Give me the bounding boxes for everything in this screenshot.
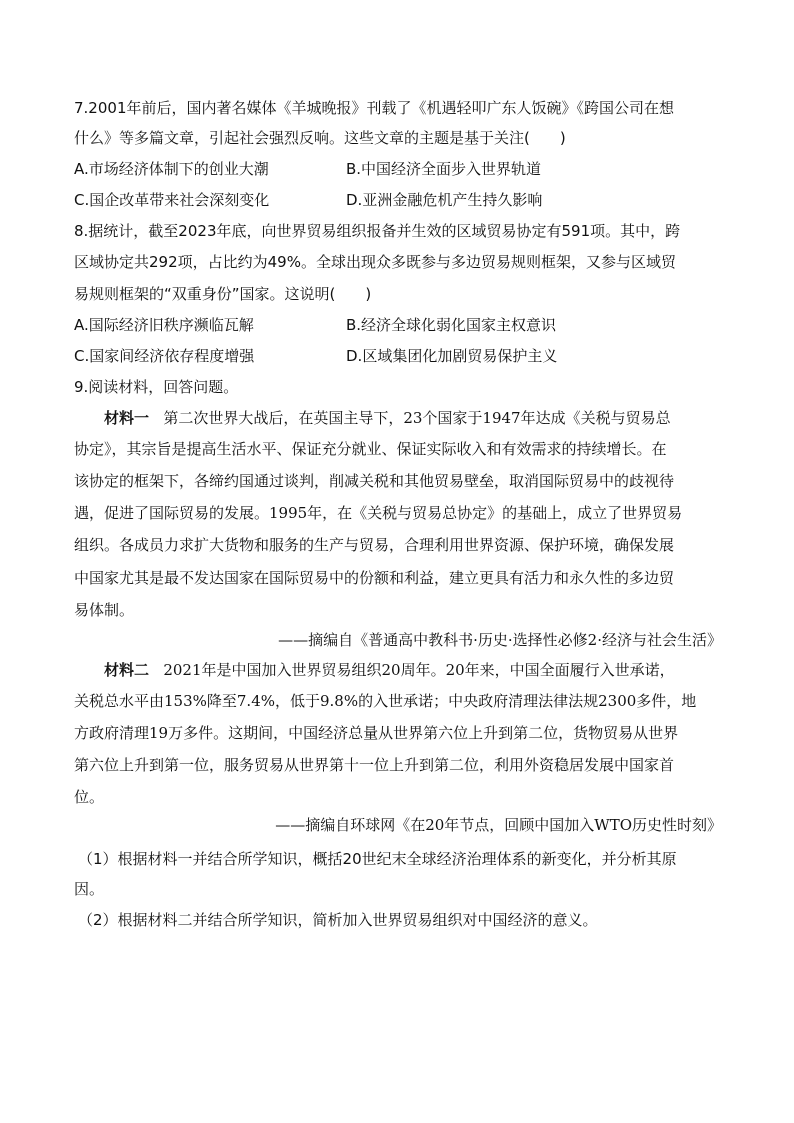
- material1-line-1: [104, 408, 671, 428]
- material1-line-3: 该协定的框架下，各缔约国通过谈判，削减关税和其他贸易壁垒，取消国际贸易中的歧视待: [74, 472, 675, 490]
- material2-label: 材料二: [104, 661, 150, 679]
- material2-line-3: 方政府清理19万多件。这期间，中国经济总量从世界第六位上升到第二位，货物贸易从世界: [74, 724, 679, 742]
- q9-sub1-line-2: 因。: [74, 880, 105, 898]
- q8-option-a: A.国际经济旧秩序濒临瓦解: [74, 316, 254, 334]
- q7-option-c: C.国企改革带来社会深刻变化: [74, 191, 270, 209]
- material2-line-5: 位。: [74, 788, 105, 806]
- material1-line-7: 易体制。: [74, 601, 135, 619]
- q9-sub1-line-1: （1）根据材料一并结合所学知识，概括20世纪末全球经济治理体系的新变化，并分析其原: [78, 850, 677, 868]
- q7-option-b: B.中国经济全面步入世界轨道: [346, 160, 542, 178]
- material1-text-1: 第二次世界大战后，在英国主导下，23个国家于1947年达成《关税与贸易总: [163, 409, 671, 427]
- material2-line-2: 关税总水平由153%降至7.4%，低于9.8%的入世承诺；中央政府清理法律法规2300多件，地: [74, 692, 697, 710]
- q8-option-d: D.区域集团化加剧贸易保护主义: [346, 347, 558, 365]
- q7-stem-line-2: 什么》等多篇文章，引起社会强烈反响。这些文章的主题是基于关注( ): [74, 129, 566, 147]
- material2-line-1: [104, 660, 675, 680]
- material1-label: 材料一: [104, 409, 150, 427]
- material1-source: ——摘编自《普通高中教科书·历史·选择性必修2·经济与社会生活》: [278, 631, 722, 649]
- q8-stem-line-1: 8.据统计，截至2023年底，向世界贸易组织报备并生效的区域贸易协定有591项。其中，跨: [74, 222, 681, 240]
- q9-stem: 9.阅读材料，回答问题。: [74, 378, 239, 396]
- material1-line-6: 中国家尤其是最不发达国家在国际贸易中的份额和利益，建立更具有活力和永久性的多边贸: [74, 569, 675, 587]
- material1-line-5: 组织。各成员力求扩大货物和服务的生产与贸易，合理利用世界资源、保护环境，确保发展: [74, 536, 675, 554]
- material1-line-4: 遇，促进了国际贸易的发展。1995年，在《关税与贸易总协定》的基础上，成立了世界贸易: [74, 504, 683, 522]
- material1-line-2: 协定》，其宗旨是提高生活水平、保证充分就业、保证实际收入和有效需求的持续增长。在: [74, 440, 667, 458]
- material2-source: ——摘编自环球网《在20年节点，回顾中国加入WTO历史性时刻》: [275, 816, 722, 834]
- q7-stem-line-1: 7.2001年前后，国内著名媒体《羊城晚报》刊载了《机遇轻叩广东人饭碗》《跨国公司在想: [74, 99, 674, 117]
- q8-option-c: C.国家间经济依存程度增强: [74, 347, 255, 365]
- material2-line-4: 第六位上升到第一位，服务贸易从世界第十一位上升到第二位，利用外资稳居发展中国家首: [74, 756, 675, 774]
- q8-stem-line-2: 区域协定共292项，占比约为49%。全球出现众多既参与多边贸易规则框架，又参与区域贸: [74, 253, 676, 271]
- q8-stem-line-3: 易规则框架的“双重身份”国家。这说明( ): [74, 285, 372, 303]
- q7-option-a: A.市场经济体制下的创业大潮: [74, 160, 269, 178]
- q8-option-b: B.经济全球化弱化国家主权意识: [346, 316, 557, 334]
- q9-sub2: （2）根据材料二并结合所学知识，简析加入世界贸易组织对中国经济的意义。: [78, 911, 598, 929]
- q7-option-d: D.亚洲金融危机产生持久影响: [346, 191, 543, 209]
- material2-text-1: 2021年是中国加入世界贸易组织20周年。20年来，中国全面履行入世承诺，: [163, 661, 675, 679]
